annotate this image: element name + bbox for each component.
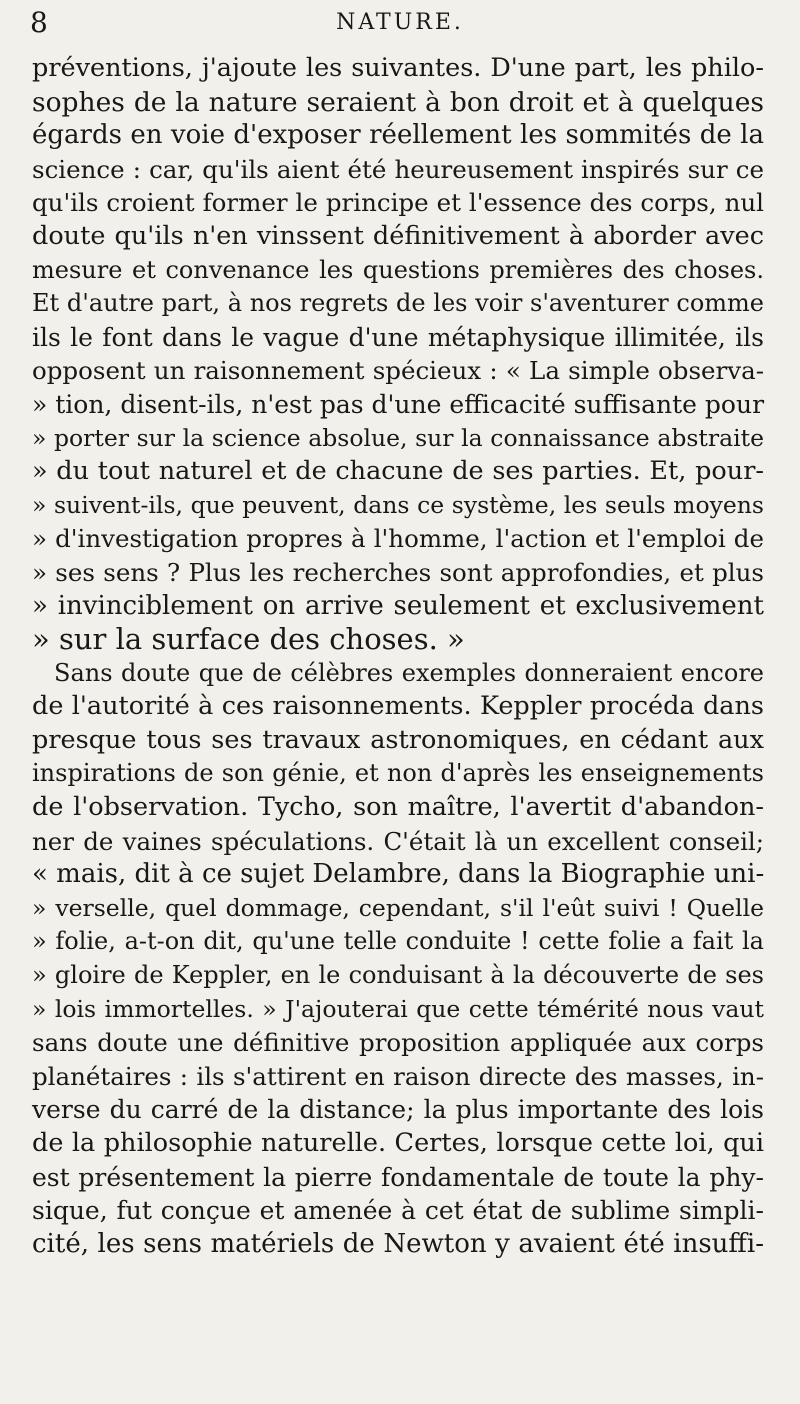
text-line: préventions, j'ajoute les suivantes. D'une part, les philo- bbox=[32, 53, 764, 83]
text-line: science : car, qu'ils aient été heureusement inspirés sur ce bbox=[32, 154, 764, 184]
text-line: Et d'autre part, à nos regrets de les voir s'aventurer comme bbox=[32, 289, 764, 318]
text-line: » ses sens ? Plus les recherches sont approfondies, et plus bbox=[32, 557, 764, 587]
text-line: sans doute une définitive proposition appliquée aux corps bbox=[32, 1028, 764, 1058]
text-line: mesure et convenance les questions premières des choses. bbox=[32, 255, 764, 284]
text-line: inspirations de son génie, et non d'après les enseignements bbox=[32, 759, 764, 788]
text-line: » gloire de Keppler, en le conduisant à la découverte de ses bbox=[32, 961, 764, 990]
text-line: ner de vaines spéculations. C'était là un excellent conseil; bbox=[32, 826, 764, 856]
text-line: cité, les sens matériels de Newton y avaient été insuffi- bbox=[32, 1228, 764, 1259]
text-line: » suivent-ils, que peuvent, dans ce système, les seuls moyens bbox=[32, 490, 764, 519]
page-number: 8 bbox=[30, 6, 48, 39]
running-head: NATURE. bbox=[336, 10, 464, 35]
text-line: ils le font dans le vague d'une métaphysique illimitée, ils bbox=[32, 322, 764, 352]
body-text bbox=[32, 52, 764, 1261]
text-line: » verselle, quel dommage, cependant, s'il l'eût suivi ! Quelle bbox=[32, 893, 764, 922]
text-line: sique, fut conçue et amenée à cet état de sublime simpli- bbox=[32, 1196, 764, 1226]
text-line: qu'ils croient former le principe et l'essence des corps, nul bbox=[32, 188, 764, 218]
text-line: de l'autorité à ces raisonnements. Keppler procéda dans bbox=[32, 691, 764, 722]
text-line: est présentement la pierre fondamentale de toute la phy- bbox=[32, 1162, 764, 1192]
text-line: verse du carré de la distance; la plus importante des lois bbox=[32, 1095, 764, 1125]
text-line: de la philosophie naturelle. Certes, lorsque cette loi, qui bbox=[32, 1128, 764, 1158]
text-line: sophes de la nature seraient à bon droit et à quelques bbox=[32, 86, 764, 118]
text-line: » sur la surface des choses. » bbox=[32, 622, 465, 657]
text-line: Sans doute que de célèbres exemples donneraient encore bbox=[54, 658, 764, 687]
text-line: égards en voie d'exposer réellement les sommités de la bbox=[32, 120, 764, 151]
text-line: » tion, disent-ils, n'est pas d'une efficacité suffisante pour bbox=[32, 389, 765, 419]
text-line: de l'observation. Tycho, son maître, l'avertit d'abandon- bbox=[32, 792, 764, 823]
text-line: » du tout naturel et de chacune de ses parties. Et, pour- bbox=[32, 456, 764, 487]
text-line: » porter sur la science absolue, sur la connaissance abstraite bbox=[32, 423, 764, 452]
text-line: « mais, dit à ce sujet Delambre, dans la Biographie uni- bbox=[32, 859, 765, 890]
text-line: opposent un raisonnement spécieux : « La simple observa- bbox=[32, 356, 764, 386]
text-line: presque tous ses travaux astronomiques, en cédant aux bbox=[32, 724, 764, 755]
text-line: » invinciblement on arrive seulement et exclusivement bbox=[32, 590, 764, 621]
text-line: » folie, a-t-on dit, qu'une telle conduite ! cette folie a fait la bbox=[32, 927, 764, 956]
text-line: » lois immortelles. » J'ajouterai que cette témérité nous vaut bbox=[32, 994, 764, 1023]
text-line: planétaires : ils s'attirent en raison directe des masses, in- bbox=[32, 1061, 764, 1091]
text-line: doute qu'ils n'en vinssent définitivement à aborder avec bbox=[32, 220, 764, 251]
text-line: » d'investigation propres à l'homme, l'action et l'emploi de bbox=[32, 524, 764, 554]
